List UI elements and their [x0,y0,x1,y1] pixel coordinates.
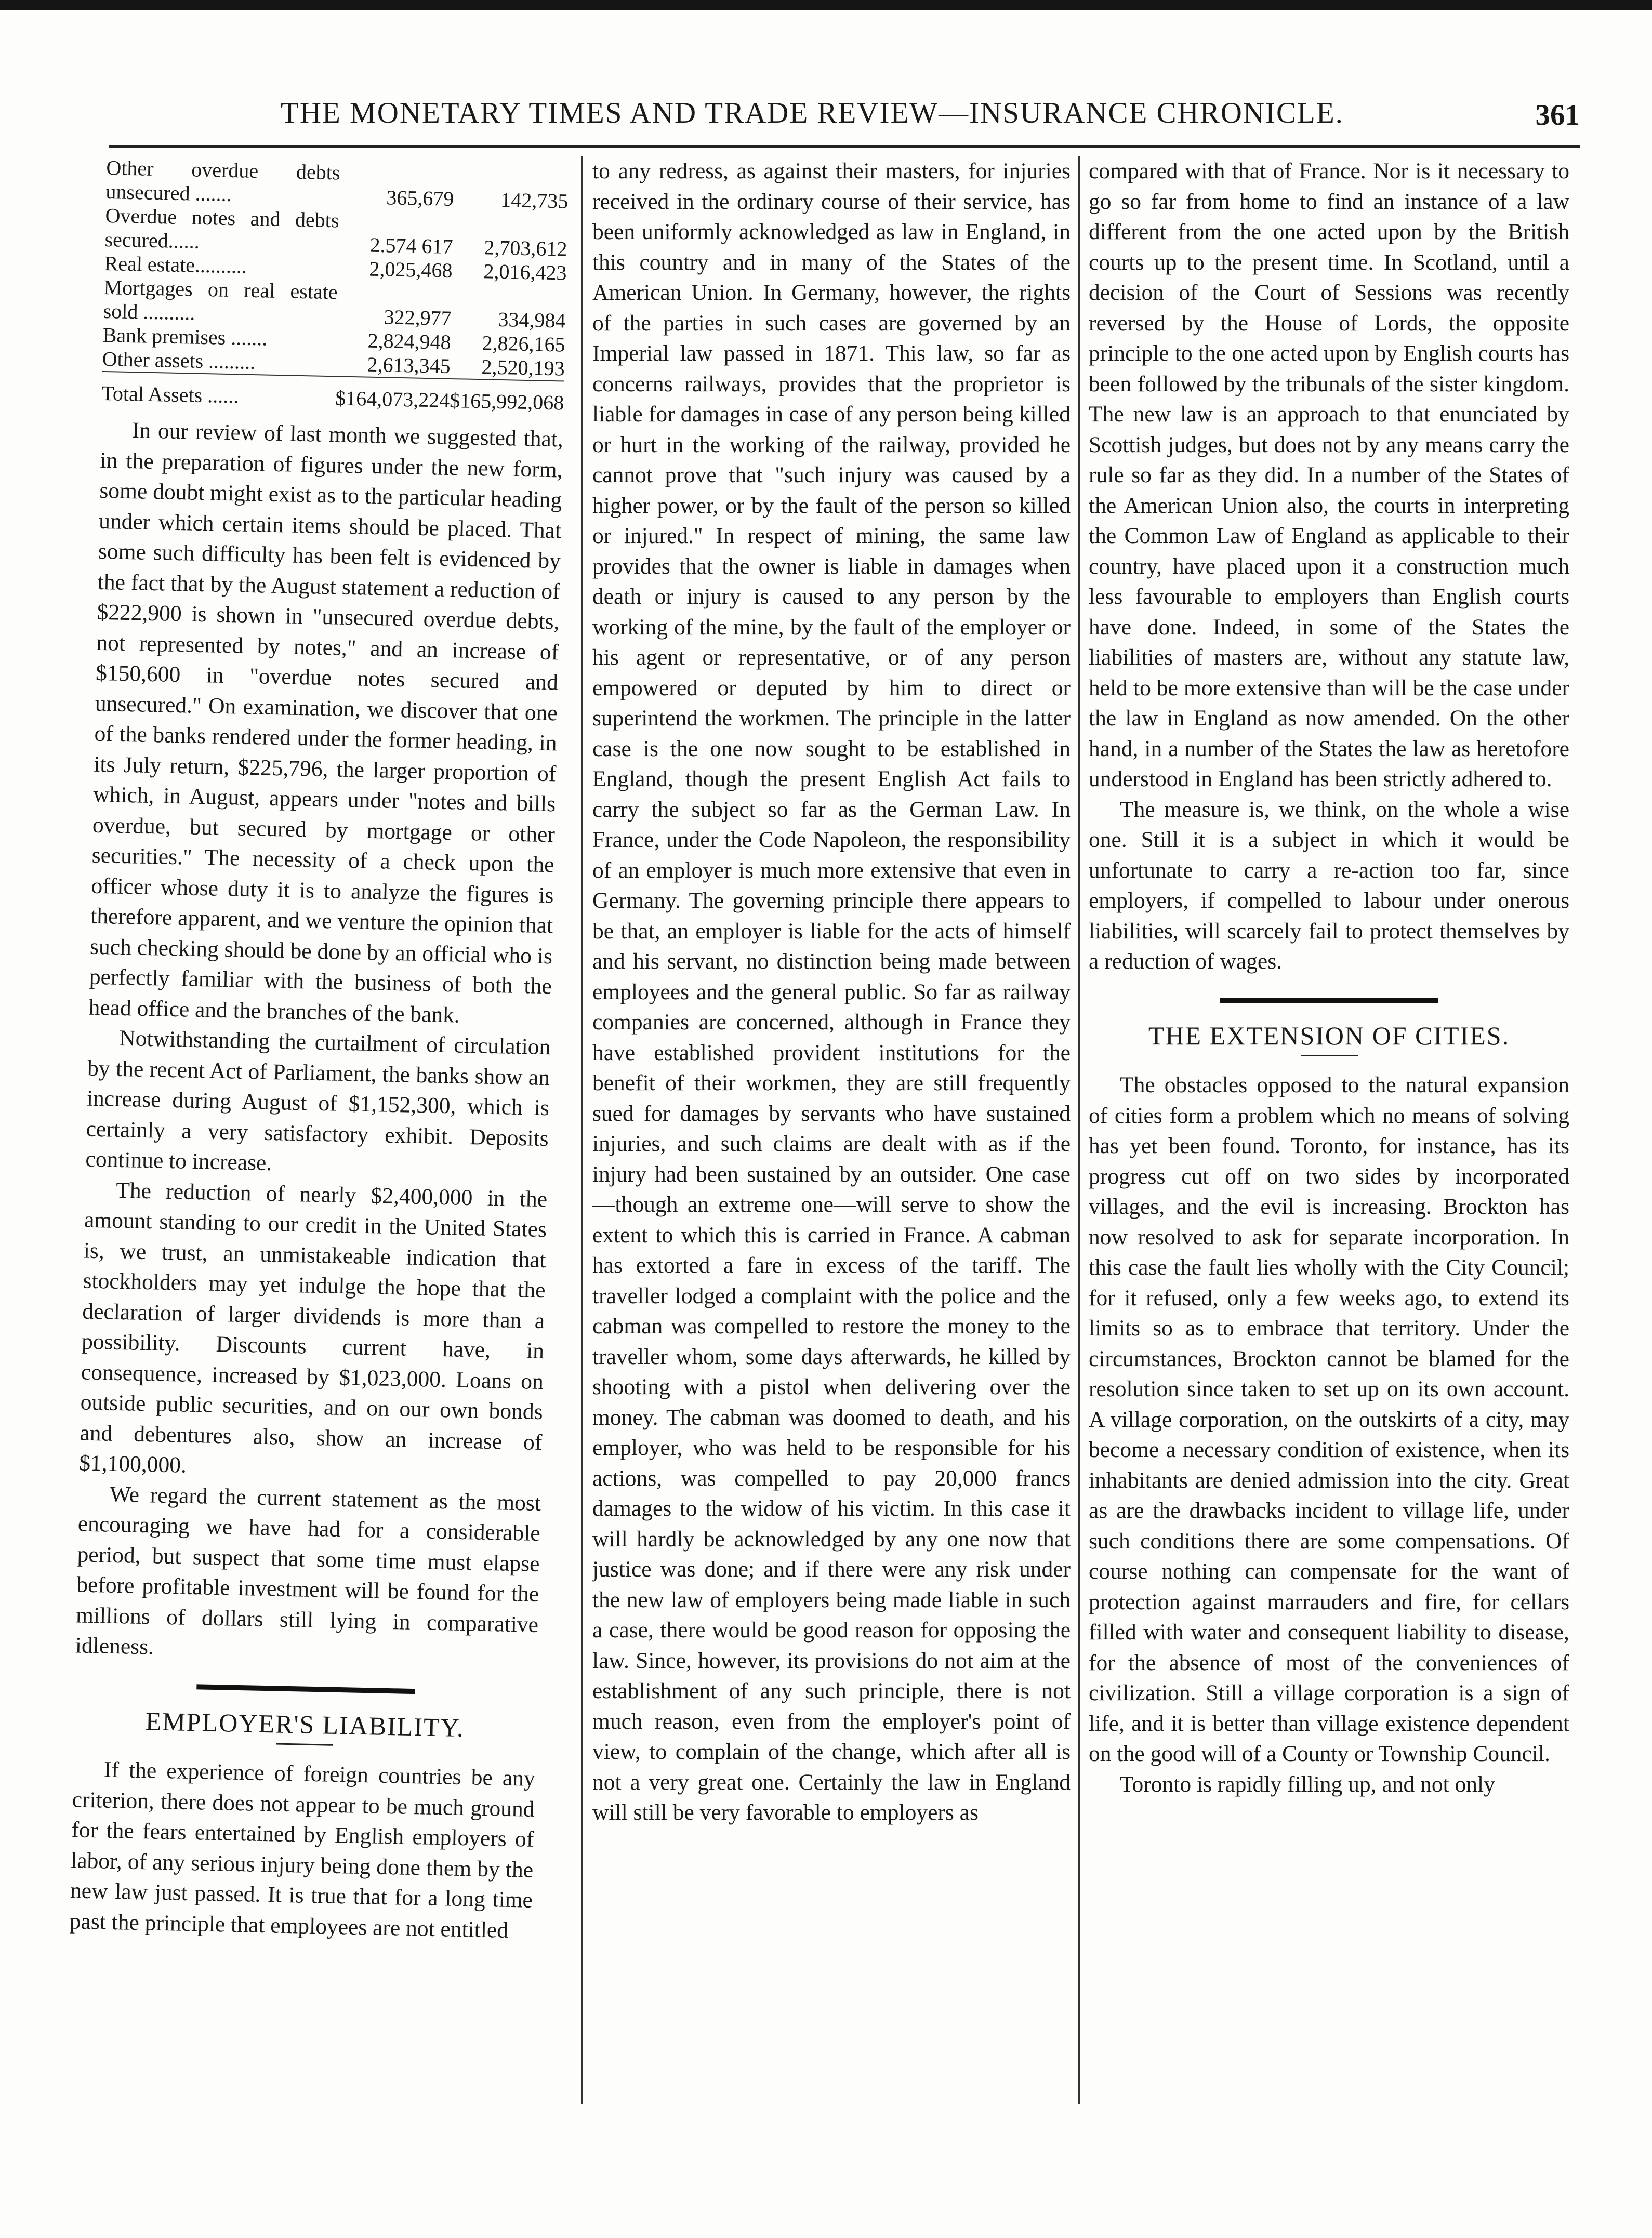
row-value-1: 2,613,345 [367,352,451,378]
page-header [109,96,1580,138]
total-value-2: $165,992,068 [450,379,564,415]
paragraph: The measure is, we think, on the whole a wise one. Still it is a subject in which it would be unfortunate to carry a re-action too far, since employers, if compelled to labour under onerous liabilities, will scarcely fail to protect themselves by a reduction of wages. [1089,797,1569,974]
row-value-1: 2.574 617 [369,233,453,258]
bank-statement-table [101,156,569,415]
row-label: Other assets ......... [102,347,256,374]
row-value-1: 2,824,948 [367,328,452,354]
total-value-1: $164,073,224 [335,376,450,413]
row-value-2: 2,826,165 [482,331,566,356]
column-divider [1078,156,1080,2104]
heading-underline [1301,1055,1358,1056]
column-1 [66,156,569,2098]
section-rule [196,1684,415,1694]
row-value-1: 2,025,468 [369,257,453,282]
header-rule [109,145,1580,148]
row-value-1: 322,977 [384,305,452,330]
row-value-2: 2,703,612 [484,235,567,261]
section-rule [1220,998,1438,1003]
paragraph: Notwithstanding the curtailment of circulation by the recent Act of Parliament, the banks show an increase during August of $1,152,300, which is certainly a very satisfactory exhibit. Deposits continue to increase. [85,1025,551,1176]
row-label: Real estate.......... [104,251,247,278]
column-divider [581,156,583,2104]
row-value-2: 142,735 [500,188,569,213]
publication-title: THE MONETARY TIMES AND TRADE REVIEW—INSURANCE CHRONICLE. [281,97,1344,129]
section-heading: THE EXTENSION OF CITIES. [1148,1021,1510,1050]
row-label: Overdue notes and debts secured...... [104,203,339,253]
page-number: 361 [1535,99,1580,131]
paragraph: to any redress, as against their masters, for injuries received in the ordinary course of their service, has been uniformly acknowledged as law in England, in this country and in many of the States of the American Union. In Germany, however, the rights of the parties in such cases are governed by an Imperial law passed in 1871. This law, so far as concerns railways, provides that the proprietor is liable for damages in case of any person being killed or hurt in the working of the railway, provided he cannot prove that "such injury was caused by a higher power, or by the fault of the person so killed or injured." In respect of mining, the same law provides that the owner is liable in damages when death or injury is caused to any person by the working of the mine, by the fault of the employer or his agent or representative, or of any person empowered or deputed by him to direct or superintend the workmen. The principle in the latter case is the one now sought to be established in England, though the present English Act fails to carry the subject so far as the German Law. In France, under the Code Napoleon, the responsibility of an employer is much more extensive that even in Germany. The governing principle there appears to be that, an employer is liable for the acts of himself and his servant, no distinction being made between employees and the general public. So far as railway companies are concerned, although in France they have established provident institutions for the benefit of their workmen, they are still frequently sued for damages by servants who have sustained injuries, and such claims are dealt with as if the injury had been sustained by an outsider. One case—though an extreme one—will serve to show the extent to which this is carried in France. A cabman has extorted a fare in excess of the tariff. The traveller lodged a complaint with the police and the cabman was compelled to restore the money to the traveller whom, some days afterwards, he killed by shooting with a pistol when delivering over the money. The cabman was doomed to death, and his employer, who was held to be responsible for his actions, was compelled to pay 20,000 francs damages to the widow of his victim. In this case it will hardly be acknowledged by any one now that justice was done; and if there were any risk under the new law of employers being made liable in such a case, there would be good reason for opposing the law. Since, however, its provisions do not aim at the establishment of any such principle, there is not much reason, even from the employer's point of view, to complain of the change, which after all is not a very great one. Certainly the law in England will still be very favorable to employers as [592,158,1071,1825]
column-2 [592,156,1071,2130]
column-3 [1089,156,1569,2130]
row-label: Bank premises ....... [102,323,268,350]
row-value-2: 2,016,423 [483,259,567,285]
row-label: Other overdue debts unsecured ....... [105,156,340,206]
paragraph: We regard the current statement as the most encouraging we have had for a considerable period, but suspect that some time must elapse before profitable investment will be found for the millions of dollars still lying in comparative idleness. [75,1481,541,1660]
paragraph: If the experience of foreign countries be any criterion, there does not appear to be much ground for the fears entertained by English employers of labor, of any serious injury being done them by the new law just passed. It is true that for a long time past the principle that employees are not entitled [69,1757,536,1943]
paragraph: The reduction of nearly $2,400,000 in the amount standing to our credit in the United States is, we trust, an unmistakeable indication that stockholders may yet indulge the hope that the declaration of larger dividends is more than a possibility. Discounts current have, in consequence, increased by $1,023,000. Loans on outside public securities, and on our own bonds and debentures also, show an increase of $1,100,000. [78,1177,548,1478]
row-label: Mortgages on real estate sold .......... [103,275,338,325]
paragraph: Toronto is rapidly filling up, and not only [1120,1771,1495,1797]
paragraph: compared with that of France. Nor is it necessary to go so far from home to find an instance of a law different from the one acted upon by the British courts up to the present time. In Scotland, until a decision of the Court of Sessions was recently reversed by the House of Lords, the opposite principle to the one acted upon by English courts has been followed by the tribunals of the sister kingdom. The new law is an approach to that enunciated by Scottish judges, but does not by any means carry the rule so far as they did. In a number of the States of the American Union also, the courts in interpreting the Common Law of England as applicable to their country, have placed upon it a construction much less favourable to employers than English courts have done. Indeed, in some of the States the liabilities of masters are, without any statute law, held to be more extensive than will be the case under the law in England as now amended. On the other hand, in a number of the States the law as heretofore understood in England has been strictly adhered to. [1089,158,1569,791]
row-value-1: 365,679 [386,186,454,211]
total-label: Total Assets ...... [101,372,336,410]
paragraph: In our review of last month we suggested that, in the preparation of figures under the new form, some doubt might exist as to the particular heading under which certain items should be placed. That some such difficulty has been felt is evidenced by the fact that by the August statement a reduction of $222,900 is shown in "unsecured overdue debts, not represented by notes," and an increase of $150,600 in "overdue notes secured and unsecured." On examination, we discover that one of the banks rendered under the former heading, in its July return, $225,796, the larger proportion of which, in August, appears under "notes and bills overdue, but secured by mortgage or other securities." The necessity of a check upon the officer whose duty it is to analyze the figures is therefore apparent, and we venture the opinion that such checking should be done by an official who is perfectly familiar with the business of both the head office and the branches of the bank. [88,418,564,1028]
top-border [0,0,1652,10]
paragraph: The obstacles opposed to the natural expansion of cities form a problem which no means of solving has yet been found. Toronto, for instance, has its progress cut off on two sides by incorporated villages, and the evil is increasing. Brockton has now resolved to ask for separate incorporation. In this case the fault lies wholly with the City Council; for it refused, only a few weeks ago, to extend its limits so as to embrace that territory. Under the circumstances, Brockton cannot be blamed for the resolution since taken to set up on its own account. A village corporation, on the outskirts of a city, may become a necessary condition of existence, when its inhabitants are denied admission into the city. Great as are the drawbacks incident to village life, under such conditions there are some compensations. Of course nothing can compensate for the want of protection against marrauders and fire, for cellars filled with water and consequent liability to disease, for the absence of most of the conveniences of civilization. Still a village corporation is a sign of life, and it is better than village existence dependent on the good will of a County or Township Council. [1089,1072,1569,1766]
row-value-2: 334,984 [498,307,566,333]
section-heading: EMPLOYER'S LIABILITY. [145,1706,465,1742]
heading-underline [276,1743,333,1745]
row-value-2: 2,520,193 [481,355,565,380]
